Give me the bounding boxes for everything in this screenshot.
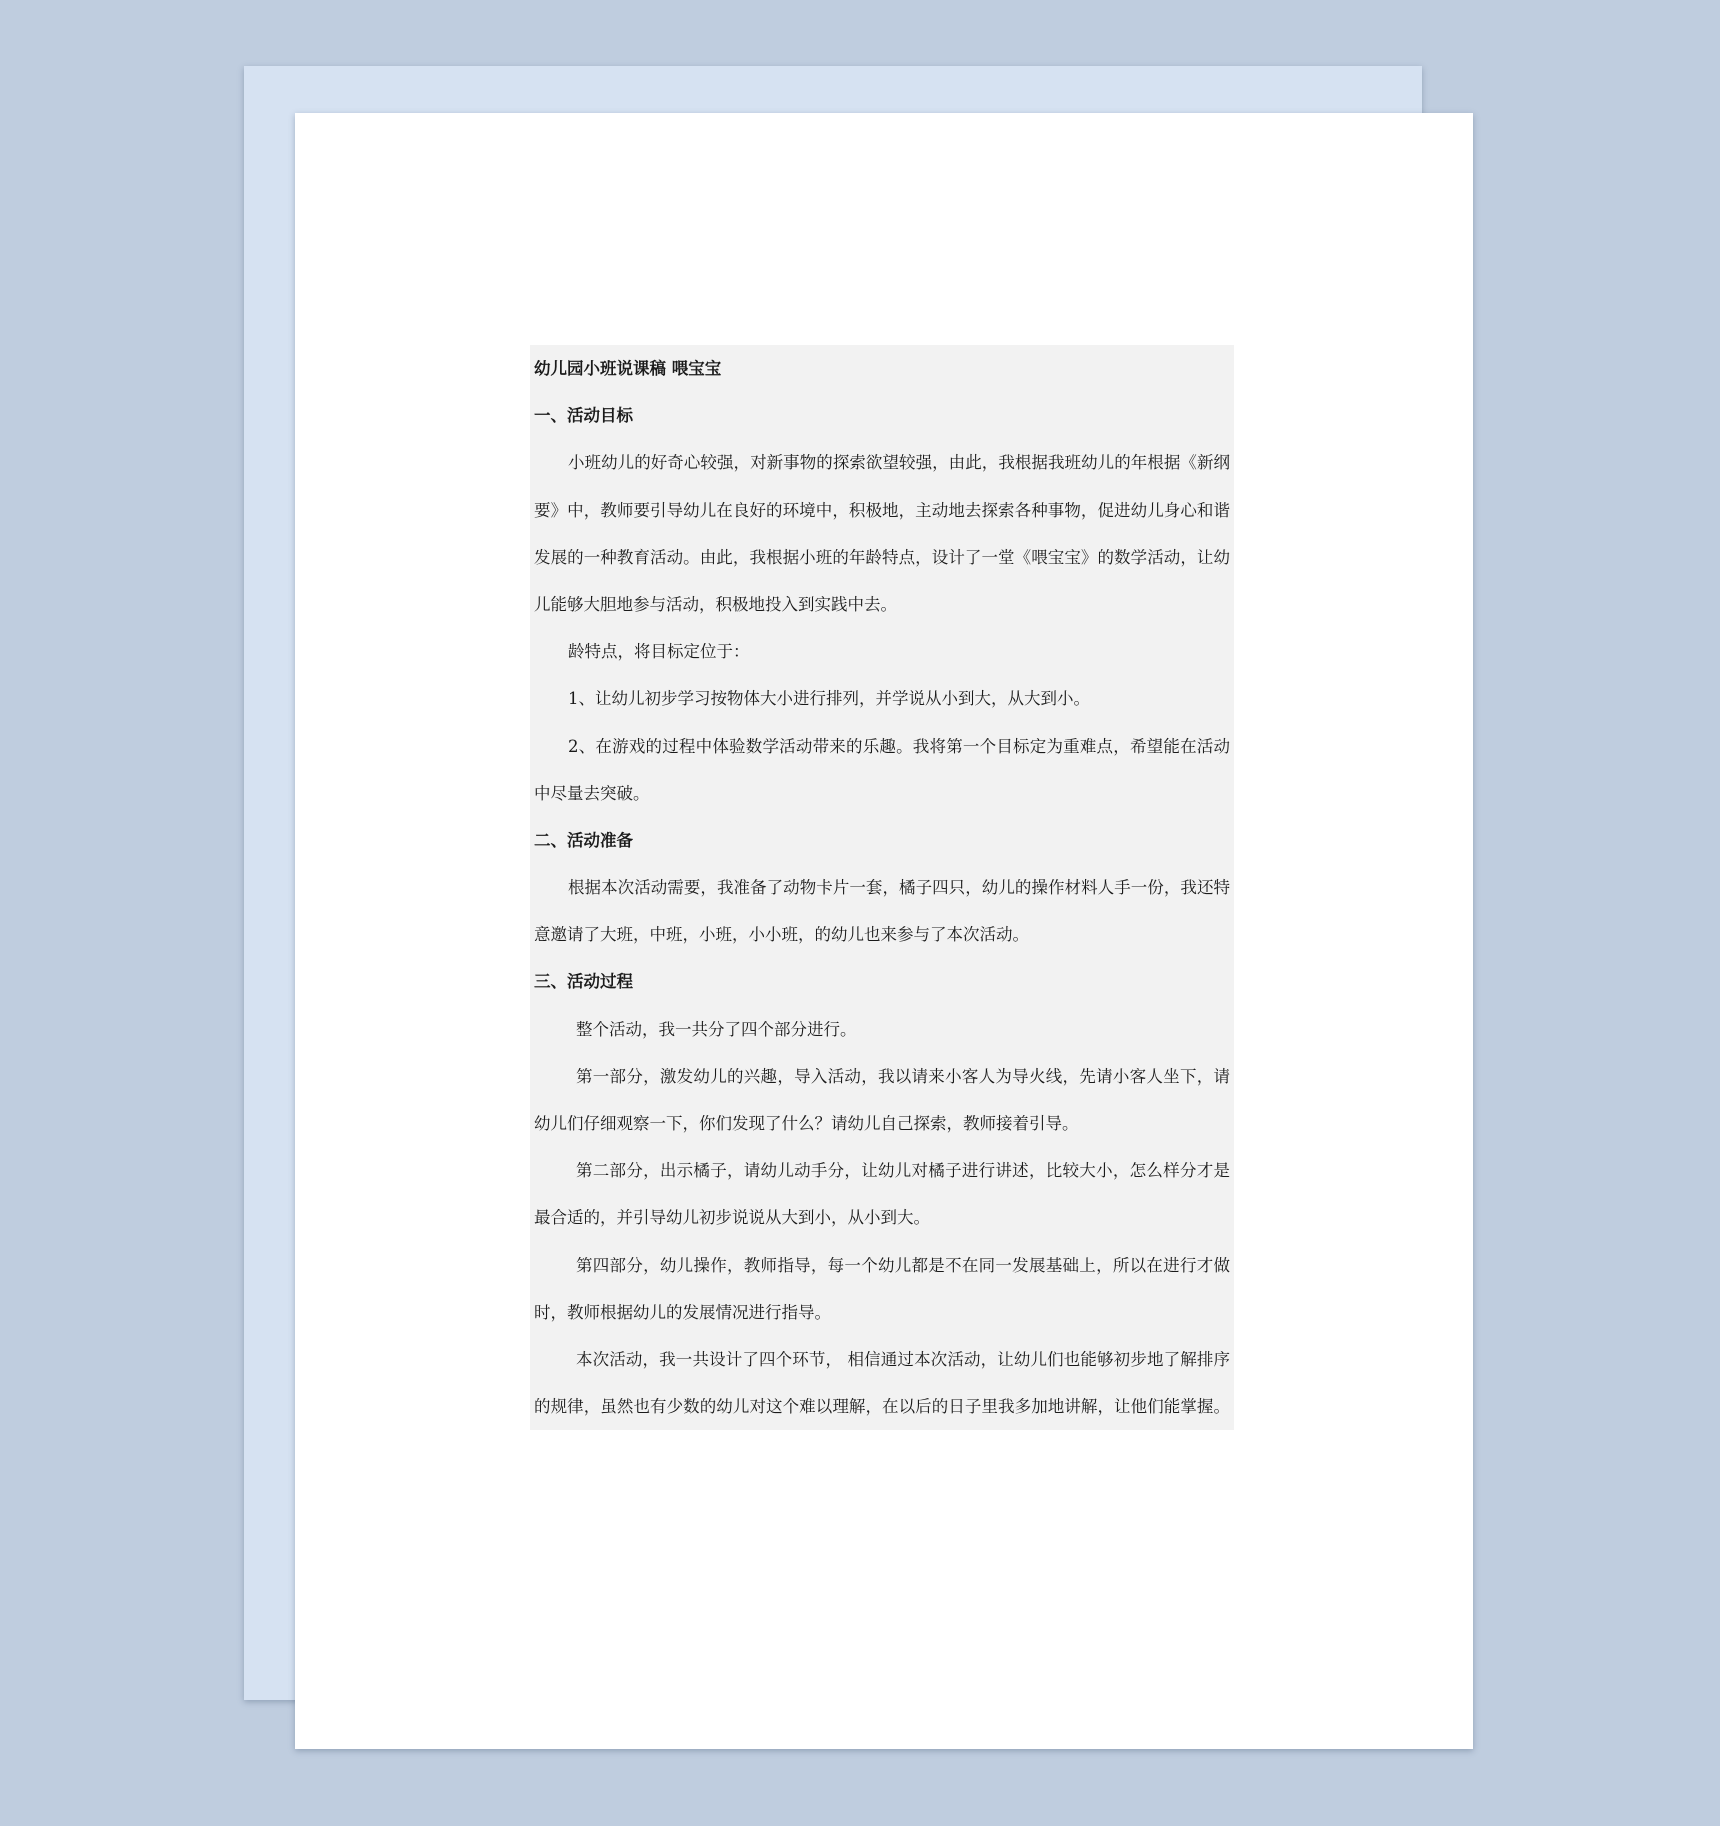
- paragraph-line: 中尽量去突破。: [534, 783, 650, 803]
- paragraph-line: 发展的一种教育活动。由此，我根据小班的年龄特点，设计了一堂《喂宝宝》的数学活动，让幼: [534, 547, 1230, 567]
- paragraph-line: 整个活动，我一共分了四个部分进行。: [576, 1019, 857, 1039]
- section-heading: 三、活动过程: [534, 972, 633, 992]
- paragraph-line: 小班幼儿的好奇心较强，对新事物的探索欲望较强，由此，我根据我班幼儿的年根据《新纲: [568, 453, 1230, 473]
- section-heading: 一、活动目标: [534, 406, 633, 426]
- section-heading: 二、活动准备: [534, 830, 633, 850]
- paragraph-line: 意邀请了大班，中班，小班，小小班，的幼儿也来参与了本次活动。: [534, 925, 1029, 945]
- paragraph-line: 本次活动，我一共设计了四个环节， 相信通过本次活动，让幼儿们也能够初步地了解排序: [576, 1349, 1230, 1369]
- paragraph-line: 根据本次活动需要，我准备了动物卡片一套，橘子四只，幼儿的操作材料人手一份，我还特: [568, 878, 1230, 898]
- paragraph-line: 时，教师根据幼儿的发展情况进行指导。: [534, 1302, 831, 1322]
- paragraph-line: 第四部分，幼儿操作，教师指导，每一个幼儿都是不在同一发展基础上，所以在进行才做: [576, 1255, 1230, 1275]
- paragraph-line: 龄特点，将目标定位于：: [568, 642, 750, 662]
- paragraph-line: 第二部分，出示橘子，请幼儿动手分，让幼儿对橘子进行讲述，比较大小，怎么样分才是: [576, 1161, 1230, 1181]
- paragraph-line: 第一部分，激发幼儿的兴趣，导入活动，我以请来小客人为导火线，先请小客人坐下，请: [576, 1066, 1230, 1086]
- paragraph-line: 儿能够大胆地参与活动，积极地投入到实践中去。: [534, 594, 897, 614]
- paragraph-line: 幼儿们仔细观察一下，你们发现了什么？请幼儿自己探索，教师接着引导。: [534, 1114, 1079, 1133]
- paragraph-line: 2、在游戏的过程中体验数学活动带来的乐趣。我将第一个目标定为重难点，希望能在活动: [568, 736, 1230, 756]
- paragraph-line: 最合适的，并引导幼儿初步说说从大到小，从小到大。: [534, 1208, 930, 1228]
- paragraph-line: 的规律，虽然也有少数的幼儿对这个难以理解，在以后的日子里我多加地讲解，让他们能掌握。: [534, 1397, 1230, 1417]
- paragraph-line: 要》中，教师要引导幼儿在良好的环境中，积极地，主动地去探索各种事物，促进幼儿身心和谐: [534, 500, 1230, 520]
- document-text-block: [530, 345, 1234, 1430]
- document-title: 幼儿园小班说课稿 喂宝宝: [534, 359, 722, 378]
- paragraph-line: 1、让幼儿初步学习按物体大小进行排列，并学说从小到大，从大到小。: [568, 689, 1090, 709]
